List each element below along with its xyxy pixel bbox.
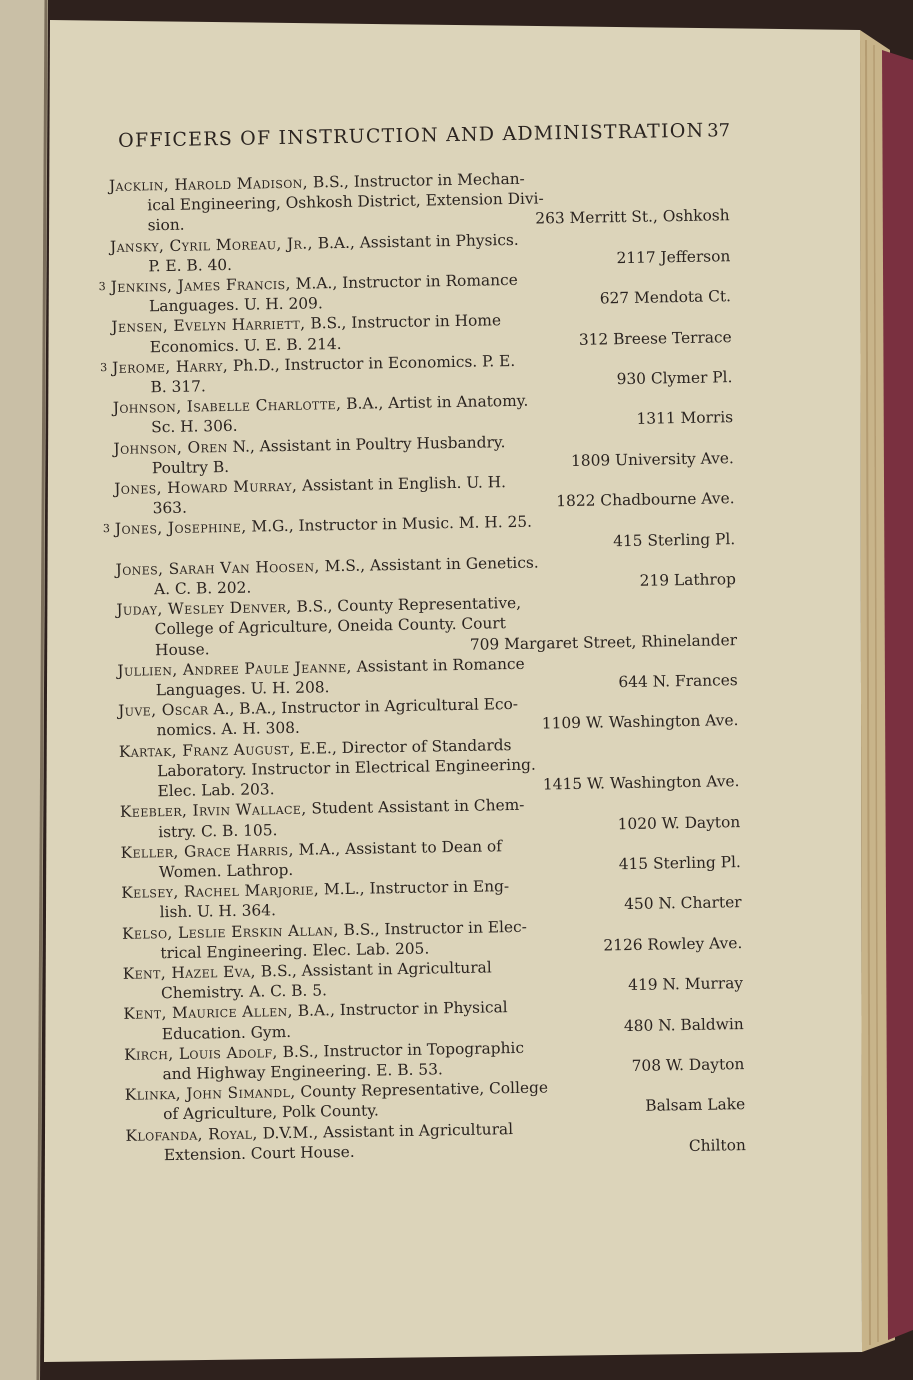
person-name: Juve, Oscar [117, 700, 209, 721]
entry-text: B.A., Assistant in Physics. [312, 230, 519, 253]
person-name: Jansky, Cyril Moreau, Jr., [109, 234, 314, 256]
entry-text: M.S., Assistant in Genetics. [319, 553, 539, 576]
entry-address: 415 Sterling Pl. [618, 852, 742, 874]
entry-text: Languages. U. H. 208. [155, 678, 330, 700]
entry-text: Poultry B. [151, 457, 230, 478]
directory-entry [116, 589, 739, 660]
entry-text: Education. Gym. [161, 1022, 292, 1043]
person-name: Jenkins, James Francis, [110, 274, 291, 296]
entry-address: 419 N. Murray [628, 974, 744, 995]
directory-entry [119, 731, 742, 802]
entry-text: ical Engineering, Oshkosh District, Extension Divi- [147, 189, 544, 215]
entry-text: B.S., Assistant in Agricultural [255, 958, 492, 981]
person-name: Kent, Maurice Allen, [123, 1002, 294, 1024]
person-name: Jullien, Andree Paule Jeanne, [117, 657, 352, 680]
entry-text: lish. U. H. 364. [159, 901, 277, 922]
entry-address: 709 Margaret Street, Rhinelander [469, 630, 738, 654]
person-name: Jensen, Evelyn Harriett, [111, 315, 306, 337]
person-name: Johnson, Isabelle Charlotte, [112, 395, 342, 418]
person-name: Klinka, John Simandl, [124, 1083, 296, 1104]
entry-address: 1822 Chadbourne Ave. [556, 489, 735, 511]
page-number: 37 [707, 120, 731, 142]
entry-text: A., B.A., Instructor in Agricultural Eco- [208, 695, 519, 719]
person-name: Kelso, Leslie Erskin Allan, [121, 920, 339, 943]
entry-text: Economics. U. E. B. 214. [149, 334, 342, 356]
entry-text: Languages. U. H. 209. [148, 294, 323, 316]
entry-address: 1809 University Ave. [570, 448, 734, 470]
entry-text: E.E., Director of Standards [294, 735, 512, 758]
entry-text: Assistant in Romance [351, 654, 525, 676]
entry-text: D.V.M., Assistant in Agricultural [257, 1119, 514, 1143]
entry-address: 2117 Jefferson [616, 246, 731, 267]
entry-text: P. E. B. 40. [148, 255, 233, 276]
entry-text: Extension. Court House. [163, 1142, 355, 1164]
entry-text: Chemistry. A. C. B. 5. [160, 981, 328, 1003]
entry-address: 2126 Rowley Ave. [603, 933, 743, 955]
page-content [98, 119, 748, 1166]
entry-text: Ph.D., Instructor in Economics. P. E. [227, 351, 516, 375]
person-name: Jacklin, Harold Madison, [108, 173, 309, 195]
entry-text: House. [154, 639, 210, 659]
person-name: Kelsey, Rachel Marjorie, [121, 880, 320, 902]
person-name: Kirch, Louis Adolf, [123, 1042, 278, 1064]
entry-address: Balsam Lake [645, 1095, 746, 1116]
entry-address: 1311 Morris [636, 408, 734, 429]
person-name: Kent, Hazel Eva, [122, 962, 257, 983]
entry-text: N., Assistant in Poultry Husbandry. [227, 432, 506, 456]
directory-entry [109, 165, 732, 236]
entry-address: 450 N. Charter [624, 893, 742, 914]
entry-address: 1020 W. Dayton [617, 812, 741, 833]
person-name: Jones, Howard Murray, [114, 476, 298, 498]
footnote-marker: 3 [100, 360, 108, 375]
entry-text: sion. [147, 216, 185, 235]
entry-text: B.S., Instructor in Elec- [338, 917, 528, 939]
entry-text: B.S., Instructor in Home [305, 311, 502, 334]
entry-text: B.S., Instructor in Mechan- [307, 169, 525, 192]
entry-text: 363. [152, 498, 188, 518]
entry-text: of Agriculture, Polk County. [163, 1101, 379, 1124]
person-name: Johnson, Oren [113, 437, 228, 458]
entry-address: 1109 W. Washington Ave. [541, 711, 739, 734]
entry-text: Sc. H. 306. [151, 417, 238, 437]
footnote-marker: 3 [98, 280, 106, 294]
entry-address: 480 N. Baldwin [623, 1014, 744, 1035]
person-name: Keebler, Irvin Wallace, [119, 799, 307, 822]
entry-text: M.L., Instructor in Eng- [318, 877, 510, 899]
person-name: Jones, Sarah Van Hoosen, [115, 557, 320, 579]
entry-text: Elec. Lab. 203. [157, 780, 275, 801]
entry-text: College of Agriculture, Oneida County. Court [154, 614, 507, 639]
person-name: Kartak, Franz August, [118, 739, 295, 761]
entry-address: 627 Mendota Ct. [599, 287, 732, 308]
entry-text: M.G., Instructor in Music. M. H. 25. [246, 513, 533, 537]
entry-text: istry. C. B. 105. [158, 820, 278, 841]
person-name: Juday, Wesley Denver, [116, 598, 292, 620]
entry-text: B.S., County Representative, [291, 594, 522, 617]
entry-text: M.A., Assistant to Dean of [293, 836, 503, 859]
entry-text: and Highway Engineering. E. B. 53. [162, 1060, 443, 1084]
entry-address: 263 Merritt St., Oshkosh [535, 206, 730, 228]
entry-text: Assistant in English. U. H. [297, 473, 507, 495]
entry-address: 1415 W. Washington Ave. [542, 772, 740, 794]
person-name: Jerome, Harry, [111, 356, 229, 377]
entry-text: Women. Lathrop. [158, 860, 294, 882]
entry-text: B.S., Instructor in Topographic [277, 1038, 525, 1061]
entry-text: County Representative, College [295, 1078, 549, 1102]
entry-address: 415 Sterling Pl. [612, 529, 736, 550]
entry-text: B. 317. [150, 377, 207, 397]
entry-address: 219 Lathrop [639, 570, 737, 590]
entry-text: B.A., Instructor in Physical [292, 998, 508, 1021]
entry-text: nomics. A. H. 308. [156, 719, 301, 740]
person-name: Klofanda, Royal, [125, 1124, 258, 1145]
person-name: Jones, Josephine, [114, 518, 247, 539]
entry-text: trical Engineering. Elec. Lab. 205. [160, 939, 430, 962]
entry-address: Chilton [688, 1135, 746, 1155]
footnote-marker: 3 [102, 522, 111, 536]
page-title: OFFICERS OF INSTRUCTION AND ADMINISTRATION [117, 119, 705, 152]
directory-list [98, 165, 748, 1166]
person-name: Keller, Grace Harris, [120, 840, 294, 862]
entry-text: B.A., Artist in Anatomy. [341, 391, 529, 414]
entry-text: Student Assistant in Chem- [306, 796, 525, 818]
entry-address: 930 Clymer Pl. [616, 368, 733, 389]
entry-address: 644 N. Frances [618, 671, 738, 692]
entry-text: Laboratory. Instructor in Electrical Engineering. [157, 755, 536, 781]
entry-address: 312 Breese Terrace [578, 327, 732, 349]
entry-text: M.A., Instructor in Romance [290, 270, 518, 293]
entry-text: A. C. B. 202. [153, 578, 252, 599]
entry-address: 708 W. Dayton [631, 1054, 745, 1075]
